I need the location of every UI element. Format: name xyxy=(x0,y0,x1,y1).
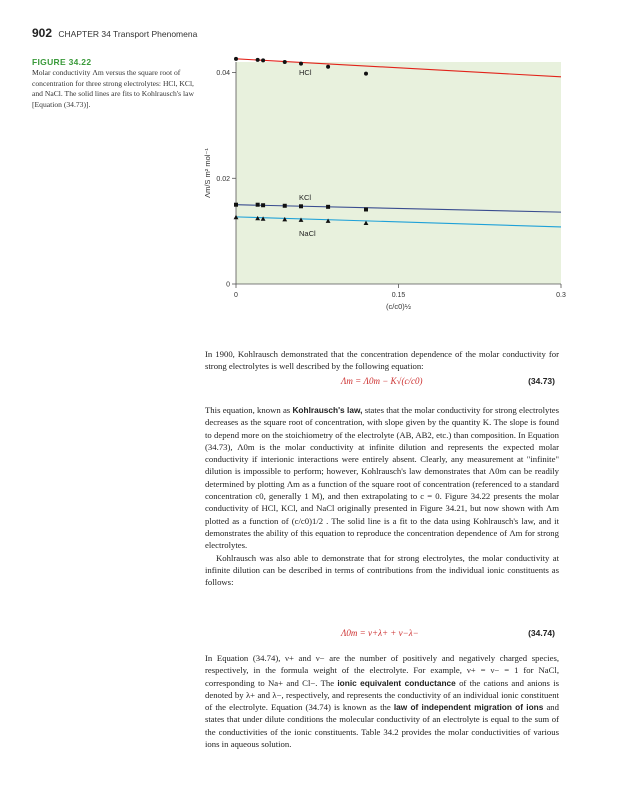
y-tick-label: 0 xyxy=(226,281,230,289)
paragraph-intro: In 1900, Kohlrausch demonstrated that the concentration dependence of the molar conductivity for strong electrolytes is well described by the following equation: xyxy=(205,349,559,372)
kcl-point xyxy=(283,204,287,208)
x-tick-label: 0.3 xyxy=(556,292,566,299)
y-axis-label: Λm/S m² mol⁻¹ xyxy=(203,148,212,198)
kcl-point xyxy=(256,203,260,207)
equation-34-73-math: Λm = Λ0m − K√(c/c0) xyxy=(341,376,423,386)
hcl-point xyxy=(256,58,260,62)
x-tick-label: 0.15 xyxy=(391,292,406,299)
paragraph-kohlrausch-law: This equation, known as Kohlrausch's law, states that the molar conductivity for strong electrolytes decreases as the square root of concentration, with slope given by the quantity K. The slope is found to depend more on the stoichiometry of the electrolyte (AB, AB2, etc.) than composition. In Equation (34.73), Λ0m is the molar conductivity at infinite dilution and represents the expected molar conductivity if interionic interactions were entirely absent. Clearly, any measurement at "infinite" dilution is impossible to perform; however, Kohlrausch's law demonstrates that Λ0m can be readily determined by plotting Λm as a function of the square root of concentration (referenced to a standard concentration c0, generally 1 M), and then extrapolating to c = 0. Figure 34.22 presents the molar conductivity of HCl, KCl, and NaCl originally presented in Figure 34.21, but now shown with Λm plotted as a function of (c/c0)1/2 . The solid line is a fit to the data using Kohlrausch's law, and it demonstrates the ability of this equation to reproduce the concentration dependence of Λm for strong electrolytes. Kohlrausch was also able to demonstrate that for strong electrolytes, the molar conductivity at infinite dilution can be described in terms of contributions from the individual ionic constituents as follows: xyxy=(205,405,559,588)
paragraph-independent-migration: In Equation (34.74), ν+ and ν− are the number of positively and negatively charged species, respectively, in the formula weight of the electrolyte. For example, ν+ = ν− = 1 for NaCl, corresponding to Na+ and Cl−. The ionic equivalent conductance of the cations and anions is denoted by λ+ and λ−, respectively, and represents the conductivity of an individual ionic constituent of the electrolyte. Equation (34.74) is known as the law of independent migration of ions and states that under dilute conditions the molecular conductivity of an electrolyte is equal to the sum of the conductivities of the ionic constituents. Table 34.2 provides the molar conductivities of various ions in aqueous solution. xyxy=(205,653,559,750)
running-header xyxy=(32,26,197,40)
hcl-point xyxy=(234,57,238,61)
hcl-point xyxy=(299,62,303,66)
plot-area xyxy=(236,62,561,284)
term-independent-migration: law of independent migration of ions xyxy=(393,702,544,713)
caption-text: Molar conductivity Λm versus the square root of concentration for three strong electrolytes: HCl, KCl, and NaCl. The solid lines are fits to Kohlrausch's law [Equation (34.73)]. xyxy=(32,68,194,109)
equation-34-73 xyxy=(205,372,559,398)
hcl-series-label: HCl xyxy=(299,68,312,78)
x-axis-label: (c/c0)½ xyxy=(385,302,412,311)
term-ionic-equivalent-conductance: ionic equivalent conductance xyxy=(337,677,456,688)
nacl-series-label: NaCl xyxy=(299,228,316,238)
equation-34-74 xyxy=(205,628,559,644)
y-tick-label: 0.02 xyxy=(216,175,230,183)
hcl-point xyxy=(283,60,287,64)
kcl-series-label: KCl xyxy=(299,192,312,202)
hcl-point xyxy=(326,65,330,69)
term-kohlrausch-law: Kohlrausch's law, xyxy=(292,405,363,415)
kcl-point xyxy=(299,204,303,208)
kcl-point xyxy=(364,207,368,211)
equation-34-73-number: (34.73) xyxy=(528,376,555,386)
kcl-point xyxy=(326,205,330,209)
equation-34-74-number: (34.74) xyxy=(528,628,555,638)
hcl-point xyxy=(261,58,265,62)
x-tick-label: 0 xyxy=(234,292,238,299)
equation-34-74-math: Λ0m = ν+λ+ + ν−λ− xyxy=(341,628,419,638)
chapter-title: CHAPTER 34 Transport Phenomena xyxy=(58,29,198,39)
conductivity-chart xyxy=(196,50,576,340)
y-tick-label: 0.04 xyxy=(216,70,230,78)
hcl-point xyxy=(364,72,368,76)
kcl-point xyxy=(234,203,238,207)
figure-caption xyxy=(32,57,204,110)
page-number: 902 xyxy=(32,26,53,40)
kcl-point xyxy=(261,203,265,207)
figure-label: FIGURE 34.22 xyxy=(32,57,92,67)
